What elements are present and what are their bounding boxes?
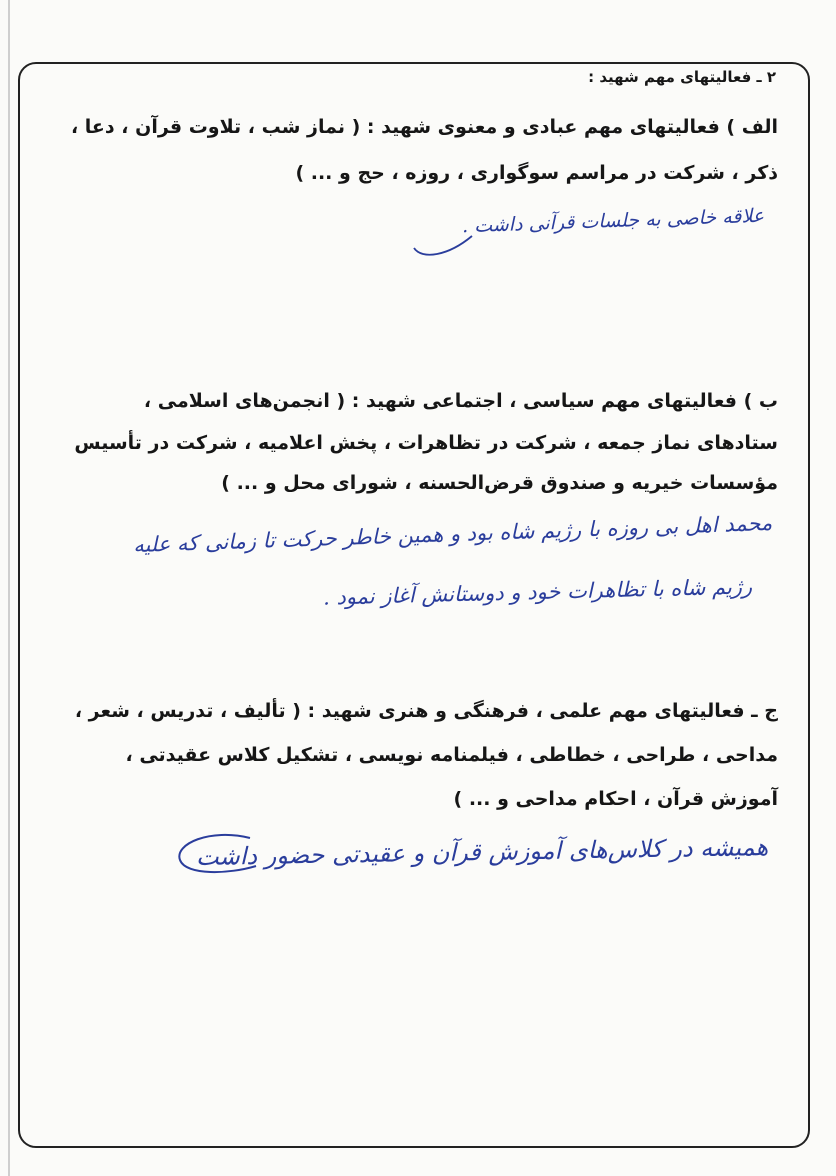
part-jim-line-1: ج ـ فعالیتهای مهم علمی ، فرهنگی و هنری شهید : ( تألیف ، تدریس ، شعر ، xyxy=(74,700,778,722)
part-alef-line-2: ذکر ، شرکت در مراسم سوگواری ، روزه ، حج و ... ) xyxy=(295,162,778,184)
handwritten-answer-be-line-2: رژیم شاه با تظاهرات خود و دوستانش آغاز نمود . xyxy=(322,574,753,610)
handwritten-answer-alef: علاقه خاصی به جلسات قرآنی داشت . xyxy=(461,204,765,238)
part-jim-line-2: مداحی ، طراحی ، خطاطی ، فیلمنامه نویسی ، تشکیل کلاس عقیدتی ، xyxy=(125,744,778,766)
handwritten-answer-be-line-1: محمد اهل بی روزه با رژیم شاه بود و همین خاطر حرکت تا زمانی که علیه xyxy=(132,510,773,558)
part-alef-line-1: الف ) فعالیتهای مهم عبادی و معنوی شهید : ( نماز شب ، تلاوت قرآن ، دعا ، xyxy=(70,116,778,138)
part-be-line-3: مؤسسات خیریه و صندوق قرض‌الحسنه ، شورای محل و ... ) xyxy=(221,472,778,494)
pen-flourish-jim xyxy=(170,826,260,886)
part-be-line-1: ب ) فعالیتهای مهم سیاسی ، اجتماعی شهید : ( انجمن‌های اسلامی ، xyxy=(143,390,778,412)
section-title: ۲ ـ فعالیتهای مهم شهید : xyxy=(588,68,776,86)
part-jim-line-3: آموزش قرآن ، احکام مداحی و ... ) xyxy=(453,788,778,810)
scan-edge xyxy=(8,0,10,1176)
part-be-line-2: ستادهای نماز جمعه ، شرکت در تظاهرات ، پخش اعلامیه ، شرکت در تأسیس xyxy=(74,432,778,454)
handwritten-answer-jim: همیشه در کلاس‌های آموزش قرآن و عقیدتی حضور داشت xyxy=(195,833,769,871)
pen-flourish-alef xyxy=(408,226,478,266)
